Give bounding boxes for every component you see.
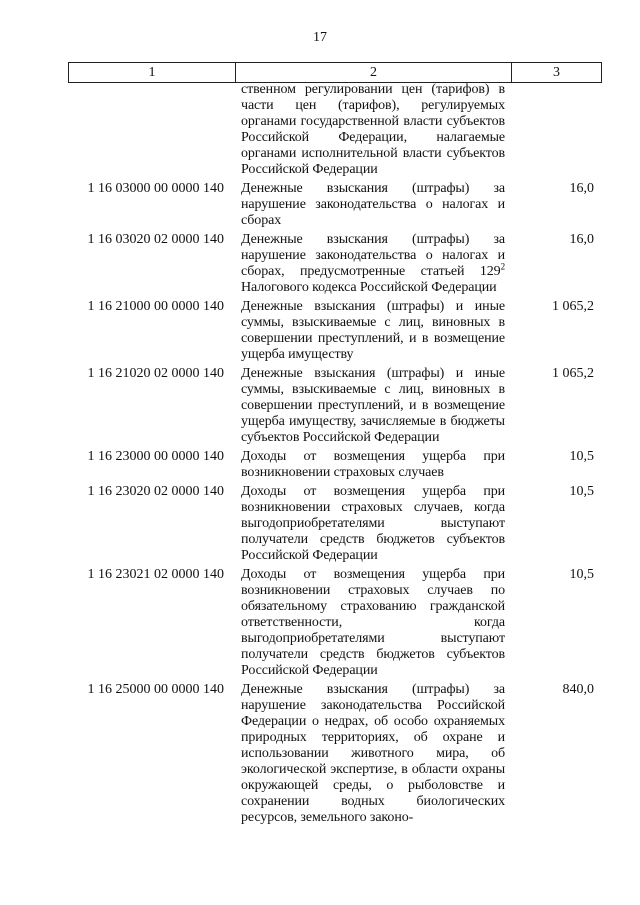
header-col-3: 3: [512, 63, 602, 83]
table-row: [68, 366, 600, 446]
code-cell: 1 16 25000 00 0000 140: [87, 682, 224, 697]
description-cell: Денежные взыскания (штрафы) и иные суммы, взыскиваемые с лиц, виновных в совершении преступлений, и в возмещение ущерба имуществу, зачисляемые в бюджеты субъектов Российской Федерации: [241, 366, 505, 445]
amount-cell: 16,0: [569, 232, 594, 247]
description-cell: Доходы от возмещения ущерба при возникновении страховых случаев по обязательному страхованию гражданской ответственности, когда выгодоприобретателями выступают получатели средств бюджетов субъектов Российской Федерации: [241, 567, 505, 678]
amount-cell: 10,5: [569, 567, 594, 582]
code-cell: 1 16 21000 00 0000 140: [87, 299, 224, 314]
description-cell: Денежные взыскания (штрафы) за нарушение законодательства о налогах и сборах: [241, 181, 505, 228]
code-cell: 1 16 23020 02 0000 140: [87, 484, 224, 499]
table-row: [68, 181, 600, 229]
amount-cell: 840,0: [562, 682, 594, 697]
page-number: 17: [313, 30, 327, 45]
description-cell: Денежные взыскания (штрафы) и иные суммы, взыскиваемые с лиц, виновных в совершении преступлений, и в возмещение ущерба имуществу: [241, 299, 505, 362]
table-row: [68, 567, 600, 679]
table-row: [68, 299, 600, 363]
amount-cell: [511, 82, 600, 178]
table-row: [68, 449, 600, 481]
code-cell: 1 16 03020 02 0000 140: [87, 232, 224, 247]
code-cell: 1 16 23021 02 0000 140: [87, 567, 224, 582]
code-cell: 1 16 21020 02 0000 140: [87, 366, 224, 381]
description-text: Денежные взыскания (штрафы) за нарушение законодательства о налогах и сборах, предусмотренные статьей 129: [241, 232, 505, 279]
table-body: [68, 82, 600, 829]
description-cell: Денежные взыскания (штрафы) за нарушение законодательства Российской Федерации о недрах, об особо охраняемых природных территориях, об охране и использовании животного мира, об экологической экспертизе, в области охраны окружающей среды, о рыболовстве и сохранении водных биологических ресурсов, земельного законо-: [241, 682, 505, 825]
amount-cell: 10,5: [569, 484, 594, 499]
table-header-row: [69, 63, 602, 83]
table-row-continuation: [68, 82, 600, 178]
header-col-1: 1: [69, 63, 236, 83]
continuation-text: ственном регулировании цен (тарифов) в части цен (тарифов), регулируемых органами государственной власти субъектов Российской Федерации, налагаемые органами исполнительной власти субъектов Российской Федерации: [241, 82, 505, 177]
description-cell: Доходы от возмещения ущерба при возникновении страховых случаев: [241, 449, 505, 480]
table-row: [68, 682, 600, 826]
amount-cell: 1 065,2: [552, 299, 594, 314]
code-cell: 1 16 03000 00 0000 140: [87, 181, 224, 196]
amount-cell: 16,0: [569, 181, 594, 196]
description-tail: Налогового кодекса Российской Федерации: [241, 280, 497, 295]
code-cell: 1 16 23000 00 0000 140: [87, 449, 224, 464]
article-superscript: 2: [500, 261, 505, 272]
amount-cell: 10,5: [569, 449, 594, 464]
code-cell: [68, 82, 234, 178]
table-row: [68, 232, 600, 296]
amount-cell: 1 065,2: [552, 366, 594, 381]
header-col-2: 2: [236, 63, 512, 83]
description-cell: [241, 232, 505, 296]
table-row: [68, 484, 600, 564]
description-cell: Доходы от возмещения ущерба при возникновении страховых случаев, когда выгодоприобретателями выступают получатели средств бюджетов субъектов Российской Федерации: [241, 484, 505, 563]
table-header: [68, 62, 602, 83]
